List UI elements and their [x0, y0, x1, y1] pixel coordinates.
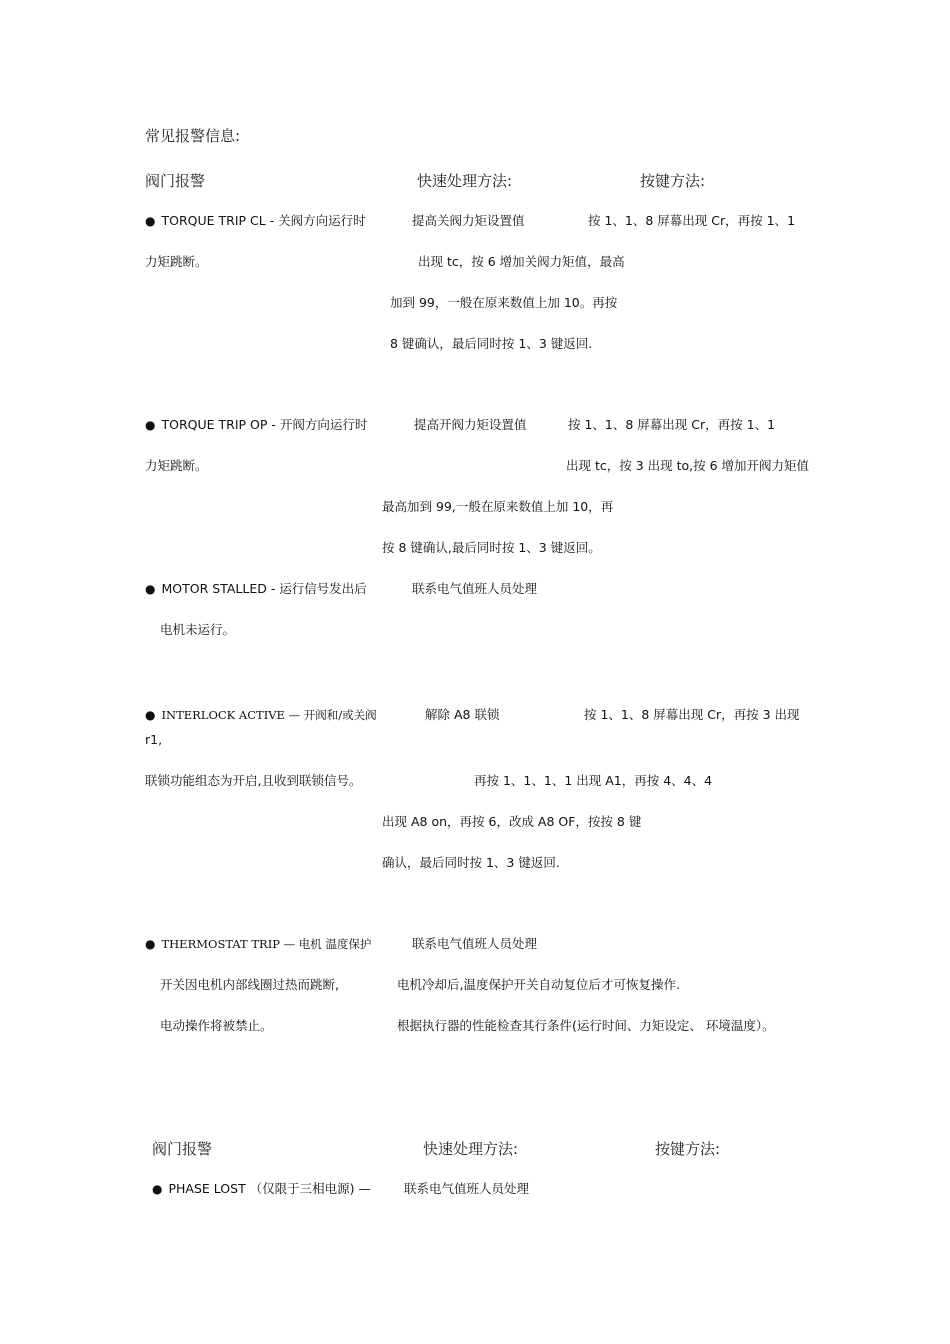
alarm-torque-cl-key-line: 8 键确认，最后同时按 1、3 键返回.	[390, 336, 593, 351]
bullet-icon: ●	[152, 1182, 163, 1196]
column-header-valve-alarm: 阀门报警	[152, 1140, 213, 1158]
column-header-key-method: 按键方法:	[655, 1140, 721, 1158]
column-header-quick-method: 快速处理方法:	[423, 1140, 519, 1158]
alarm-thermostat-note: 根据执行器的性能检查其行条件(运行时间、力矩设定、 环境温度）。	[397, 1018, 775, 1033]
alarm-motor-stalled-desc: 电机未运行。	[160, 622, 236, 637]
alarm-torque-cl-action: 提高关阀力矩设置值	[412, 213, 525, 228]
alarm-motor-stalled-title	[145, 581, 367, 597]
column-header-quick-method: 快速处理方法:	[417, 172, 513, 190]
bullet-icon: ●	[145, 418, 156, 432]
alarm-torque-op-key-line: 最高加到 99,一般在原来数值上加 10，再	[382, 499, 614, 514]
alarm-thermostat-action: 联系电气值班人员处理	[412, 936, 538, 951]
alarm-interlock-key-line: 再按 1、1、1、1 出现 A1，再按 4、4、4	[474, 773, 713, 788]
bullet-icon: ●	[145, 214, 156, 228]
bullet-icon: ●	[145, 582, 156, 596]
alarm-title-text: TORQUE TRIP OP - 开阀方向运行时	[161, 417, 368, 432]
bullet-icon: ●	[145, 937, 156, 951]
alarm-interlock-desc: 联锁功能组态为开启,且收到联锁信号。	[145, 773, 362, 788]
alarm-title-text: MOTOR STALLED - 运行信号发出后	[161, 581, 367, 596]
alarm-interlock-action: 解除 A8 联锁	[425, 707, 500, 722]
bullet-icon: ●	[145, 708, 156, 722]
alarm-title-text: TORQUE TRIP CL - 关阀方向运行时	[161, 213, 366, 228]
alarm-title-text: PHASE LOST （仅限于三相电源) —	[168, 1181, 372, 1196]
alarm-torque-cl-key-line: 加到 99，一般在原来数值上加 10。再按	[390, 295, 618, 310]
alarm-interlock-title	[145, 707, 377, 723]
alarm-torque-op-key-line: 出现 tc，按 3 出现 to,按 6 增加开阀力矩值	[566, 458, 810, 473]
alarm-title-text: INTERLOCK ACTIVE — 开阀和/或关阀	[161, 708, 377, 722]
alarm-thermostat-note: 电机冷却后,温度保护开关自动复位后才可恢复操作.	[397, 977, 680, 992]
alarm-torque-cl-desc: 力矩跳断。	[145, 254, 208, 269]
column-header-valve-alarm: 阀门报警	[145, 172, 206, 190]
alarm-torque-cl-key-line: 出现 tc，按 6 增加关阀力矩值，最高	[418, 254, 625, 269]
alarm-torque-op-action: 提高开阀力矩设置值	[414, 417, 527, 432]
alarm-motor-stalled-action: 联系电气值班人员处理	[412, 581, 538, 596]
alarm-phase-lost-title	[152, 1181, 371, 1197]
alarm-torque-op-title	[145, 417, 367, 433]
alarm-torque-cl-title	[145, 213, 366, 229]
alarm-interlock-key-line: 按 1、1、8 屏幕出现 Cr，再按 3 出现	[584, 707, 800, 722]
column-header-key-method: 按键方法:	[640, 172, 706, 190]
alarm-interlock-key-line: 出现 A8 on，再按 6，改成 A8 OF，按按 8 键	[382, 814, 642, 829]
alarm-torque-op-key-line: 按 1、1、8 屏幕出现 Cr，再按 1、1	[568, 417, 776, 432]
alarm-torque-op-desc: 力矩跳断。	[145, 458, 208, 473]
alarm-thermostat-title	[145, 936, 371, 952]
alarm-phase-lost-action: 联系电气值班人员处理	[404, 1181, 530, 1196]
alarm-thermostat-desc: 开关因电机内部线圈过热而跳断,	[160, 977, 339, 992]
alarm-interlock-title-cont: r1,	[145, 732, 163, 747]
alarm-thermostat-desc: 电动操作将被禁止。	[160, 1018, 273, 1033]
alarm-interlock-key-line: 确认，最后同时按 1、3 键返回.	[382, 855, 560, 870]
page-title: 常见报警信息:	[145, 127, 241, 145]
alarm-title-text: THERMOSTAT TRIP — 电机 温度保护	[161, 937, 372, 951]
alarm-torque-op-key-line: 按 8 键确认,最后同时按 1、3 键返回。	[382, 540, 601, 555]
alarm-torque-cl-key-line: 按 1、1、8 屏幕出现 Cr，再按 1、1	[588, 213, 796, 228]
